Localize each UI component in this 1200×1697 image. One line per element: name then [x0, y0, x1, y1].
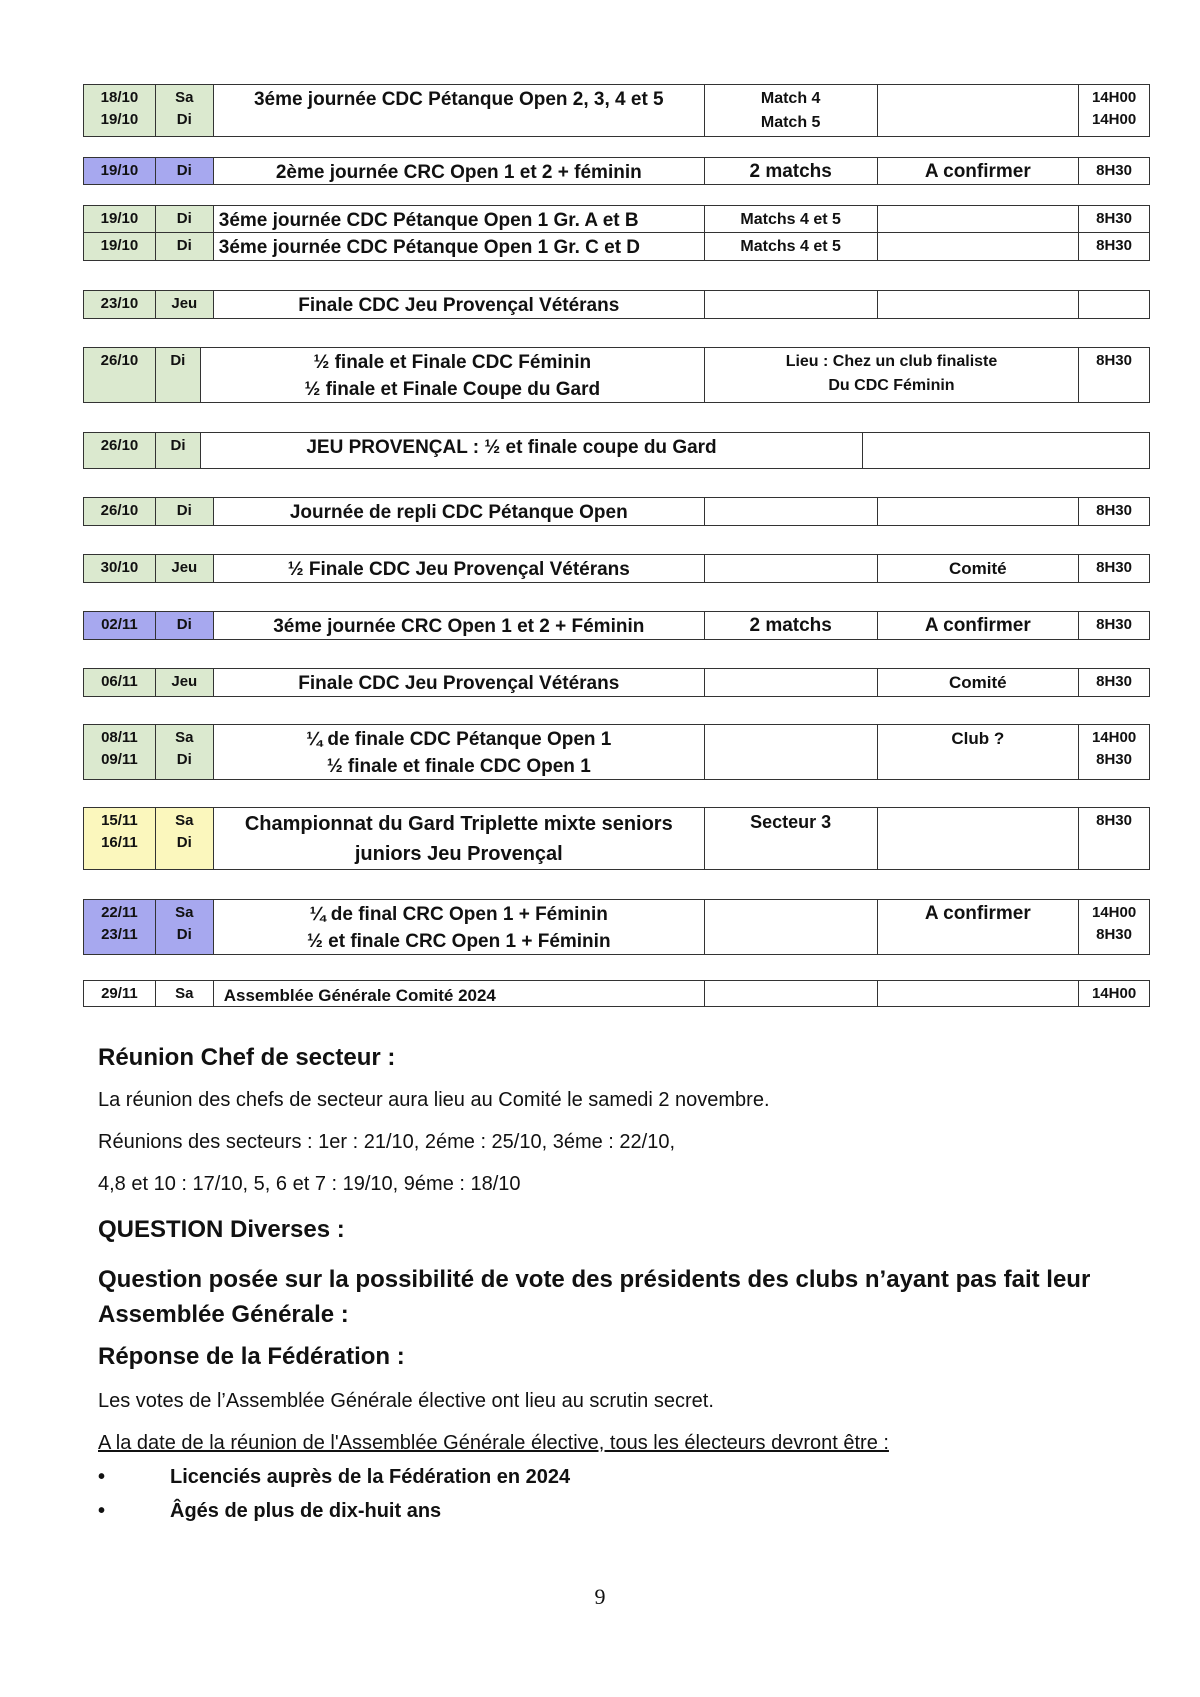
place-cell: Du CDC Féminin [828, 377, 955, 394]
matches-cell: Secteur 3 [750, 812, 832, 832]
date-cell: 22/11 [101, 904, 138, 921]
matches-cell: Matchs 4 et 5 [740, 238, 841, 255]
paragraph-underlined: A la date de la réunion de l'Assemblée Générale élective, tous les électeurs devront être : [98, 1432, 889, 1454]
event-cell: Finale CDC Jeu Provençal Vétérans [298, 673, 620, 694]
day-cell: Di [176, 162, 192, 179]
date-cell: 19/10 [100, 162, 139, 179]
page-number: 9 [594, 1584, 606, 1609]
time-cell: 14H00 [1091, 985, 1137, 1002]
list-item-text: Licenciés auprès de la Fédération en 2024 [170, 1466, 571, 1488]
reunion-heading: Réunion Chef de secteur : [98, 1044, 396, 1071]
day-cell: Di [170, 437, 186, 454]
date-cell: 06/11 [101, 673, 138, 690]
time-cell: 8H30 [1096, 926, 1132, 943]
place-cell: Club ? [951, 729, 1005, 748]
event-cell: ¼ de final CRC Open 1 + Féminin [309, 904, 608, 925]
event-cell: 2ème journée CRC Open 1 et 2 + féminin [275, 162, 642, 183]
day-cell: Di [176, 502, 192, 519]
event-cell: Championnat du Gard Triplette mixte seniors [244, 813, 673, 835]
table-row [83, 432, 1150, 469]
place-cell: A confirmer [924, 161, 1031, 182]
place-cell: Comité [949, 559, 1007, 578]
time-cell: 8H30 [1096, 352, 1132, 369]
table-row [83, 554, 1150, 583]
table-row [83, 899, 1150, 955]
matches-cell: 2 matchs [749, 161, 832, 182]
table-row [83, 347, 1150, 403]
event-cell: 3éme journée CDC Pétanque Open 1 Gr. C et D [218, 237, 641, 258]
time-cell: 8H30 [1096, 616, 1132, 633]
event-cell: JEU PROVENÇAL : ½ et finale coupe du Gard [306, 437, 717, 458]
event-cell: Assemblée Générale Comité 2024 [223, 986, 496, 1005]
event-cell: ½ finale et finale CDC Open 1 [326, 756, 591, 777]
table-row [83, 807, 1150, 870]
matches-cell: Matchs 4 et 5 [740, 211, 841, 228]
event-cell: ½ et finale CRC Open 1 + Féminin [307, 931, 611, 952]
date-cell: 18/10 [100, 89, 139, 106]
day-cell: Sa [175, 904, 194, 921]
table-row [83, 611, 1150, 640]
paragraph: Les votes de l’Assemblée Générale élective ont lieu au scrutin secret. [98, 1390, 714, 1412]
day-cell: Di [176, 237, 192, 254]
table-row [83, 84, 1150, 137]
place-cell: Comité [949, 673, 1007, 692]
bullet-icon: • [98, 1466, 106, 1488]
matches-cell: Match 5 [760, 114, 821, 131]
event-cell: Journée de repli CDC Pétanque Open [289, 502, 628, 523]
date-cell: 09/11 [101, 751, 138, 768]
date-cell: 30/10 [100, 559, 139, 576]
paragraph: 4,8 et 10 : 17/10, 5, 6 et 7 : 19/10, 9éme : 18/10 [98, 1173, 521, 1195]
day-cell: Sa [175, 812, 194, 829]
event-cell: ½ finale et Finale Coupe du Gard [304, 379, 601, 400]
day-cell: Di [176, 111, 192, 128]
date-cell: 23/10 [100, 295, 139, 312]
table-row [83, 980, 1150, 1007]
question-heading: Question posée sur la possibilité de vote des présidents des clubs n’ayant pas fait leur Assemblée Générale : [98, 1266, 1091, 1328]
place-cell: A confirmer [924, 615, 1031, 636]
event-cell: juniors Jeu Provençal [354, 843, 563, 865]
date-cell: 19/10 [100, 210, 139, 227]
time-cell: 8H30 [1096, 210, 1132, 227]
day-cell: Di [176, 210, 192, 227]
time-cell: 14H00 [1091, 904, 1137, 921]
table-row [83, 205, 1150, 233]
table-row [83, 724, 1150, 780]
day-cell: Jeu [171, 295, 198, 312]
table-row [83, 290, 1150, 319]
matches-cell: Match 4 [760, 90, 821, 107]
time-cell: 8H30 [1096, 673, 1132, 690]
time-cell: 8H30 [1096, 559, 1132, 576]
date-cell: 26/10 [100, 437, 139, 454]
date-cell: 08/11 [101, 729, 138, 746]
event-cell: Finale CDC Jeu Provençal Vétérans [298, 295, 620, 316]
time-cell: 14H00 [1091, 729, 1137, 746]
date-cell: 29/11 [101, 985, 138, 1002]
day-cell: Di [170, 352, 186, 369]
date-cell: 19/10 [100, 111, 139, 128]
date-cell: 26/10 [100, 352, 139, 369]
date-cell: 23/11 [101, 926, 138, 943]
place-cell: Lieu : Chez un club finaliste [785, 353, 998, 370]
matches-cell: 2 matchs [749, 615, 832, 636]
day-cell: Jeu [171, 559, 198, 576]
date-cell: 02/11 [101, 616, 138, 633]
questions-heading: QUESTION Diverses : [98, 1216, 345, 1243]
table-row [83, 668, 1150, 697]
table-row [83, 157, 1150, 185]
day-cell: Sa [175, 89, 194, 106]
paragraph: La réunion des chefs de secteur aura lieu au Comité le samedi 2 novembre. [98, 1089, 770, 1111]
date-cell: 15/11 [101, 812, 138, 829]
time-cell: 8H30 [1096, 751, 1132, 768]
time-cell: 14H00 [1091, 111, 1137, 128]
event-cell: 3éme journée CDC Pétanque Open 1 Gr. A et B [218, 210, 639, 231]
day-cell: Di [176, 926, 192, 943]
paragraph: Réunions des secteurs : 1er : 21/10, 2éme : 25/10, 3éme : 22/10, [98, 1131, 676, 1153]
time-cell: 8H30 [1096, 237, 1132, 254]
day-cell: Di [176, 834, 192, 851]
event-cell: ½ finale et Finale CDC Féminin [313, 352, 592, 373]
date-cell: 19/10 [100, 237, 139, 254]
bullet-icon: • [98, 1500, 106, 1522]
place-cell: A confirmer [924, 903, 1031, 924]
day-cell: Di [176, 751, 192, 768]
time-cell: 14H00 [1091, 89, 1137, 106]
time-cell: 8H30 [1096, 502, 1132, 519]
time-cell: 8H30 [1096, 812, 1132, 829]
event-cell: ½ Finale CDC Jeu Provençal Vétérans [287, 559, 630, 580]
day-cell: Sa [175, 985, 194, 1002]
event-cell: ¼ de finale CDC Pétanque Open 1 [306, 729, 612, 750]
day-cell: Sa [175, 729, 194, 746]
response-heading: Réponse de la Fédération : [98, 1343, 405, 1370]
event-cell: 3éme journée CRC Open 1 et 2 + Féminin [273, 616, 645, 637]
day-cell: Di [176, 616, 192, 633]
date-cell: 16/11 [101, 834, 138, 851]
table-row [83, 497, 1150, 526]
list-item-text: Âgés de plus de dix-huit ans [170, 1500, 442, 1522]
time-cell: 8H30 [1096, 162, 1132, 179]
day-cell: Jeu [171, 673, 198, 690]
date-cell: 26/10 [100, 502, 139, 519]
event-cell: 3éme journée CDC Pétanque Open 2, 3, 4 et 5 [253, 89, 664, 110]
table-row [83, 233, 1150, 261]
